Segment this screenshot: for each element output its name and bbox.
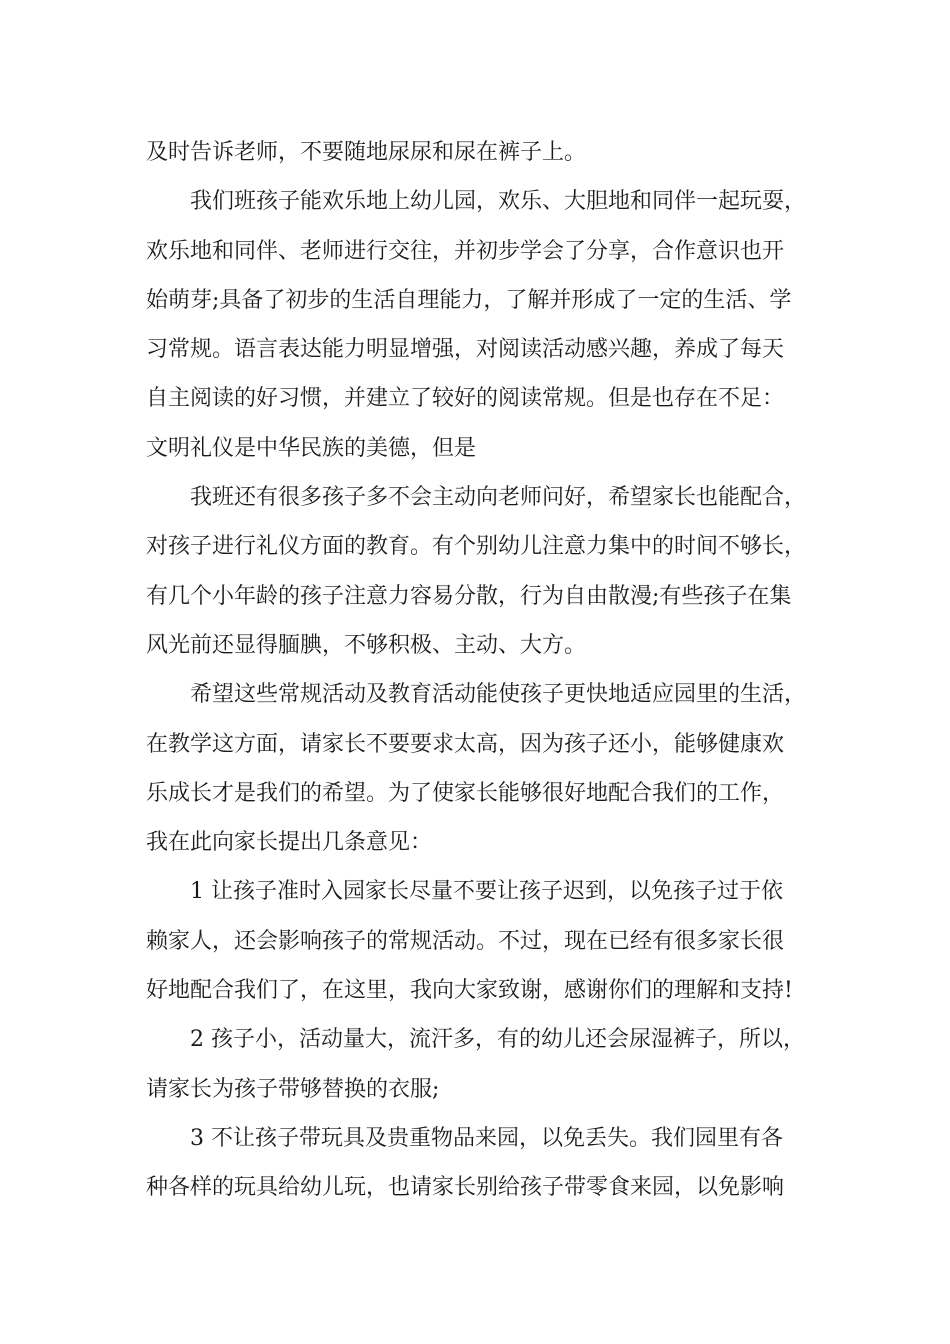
list-item-2-first-line: 2 孩子小，活动量大，流汗多，有的幼儿还会尿湿裤子，所以， [190,1027,805,1053]
text-line: 自主阅读的好习惯，并建立了较好的阅读常规。但是也存在不足： [146,386,785,412]
list-item-3-first-line: 3 不让孩子带玩具及贵重物品来园，以免丢失。我们园里有各 [190,1125,783,1151]
document-body [146,128,826,1213]
text-line: 在教学这方面，请家长不要要求太高，因为孩子还小，能够健康欢 [146,731,785,757]
text-line: 我在此向家长提出几条意见： [146,830,433,856]
text-line: 种各样的玩具给幼儿玩，也请家长别给孩子带零食来园，以免影响 [146,1175,785,1201]
paragraph-first-line: 我班还有很多孩子多不会主动向老师问好，希望家长也能配合， [190,485,807,511]
text-line: 始萌芽;具备了初步的生活自理能力，了解并形成了一定的生活、学 [146,287,792,313]
text-line: 习常规。语言表达能力明显增强，对阅读活动感兴趣，养成了每天 [146,337,785,363]
text-line: 有几个小年龄的孩子注意力容易分散，行为自由散漫;有些孩子在集 [146,583,792,609]
list-item-1-first-line: 1 让孩子准时入园家长尽量不要让孩子迟到，以免孩子过于依 [190,879,783,905]
text-line: 文明礼仪是中华民族的美德，但是 [146,435,477,461]
text-line: 风光前还显得腼腆，不够积极、主动、大方。 [146,632,587,658]
paragraph-first-line: 希望这些常规活动及教育活动能使孩子更快地适应园里的生活， [190,682,807,708]
paragraph-first-line: 我们班孩子能欢乐地上幼儿园，欢乐、大胆地和同伴一起玩耍， [190,189,807,215]
text-line: 赖家人，还会影响孩子的常规活动。不过，现在已经有很多家长很 [146,928,785,954]
text-line: 及时告诉老师，不要随地尿尿和尿在裤子上。 [146,140,587,165]
text-line: 欢乐地和同伴、老师进行交往，并初步学会了分享，合作意识也开 [146,238,785,264]
text-line: 请家长为孩子带够替换的衣服; [146,1076,440,1102]
text-line: 乐成长才是我们的希望。为了使家长能够很好地配合我们的工作， [146,780,785,806]
text-line: 好地配合我们了，在这里，我向大家致谢，感谢你们的理解和支持! [146,978,793,1004]
text-line: 对孩子进行礼仪方面的教育。有个别幼儿注意力集中的时间不够长， [146,534,807,560]
